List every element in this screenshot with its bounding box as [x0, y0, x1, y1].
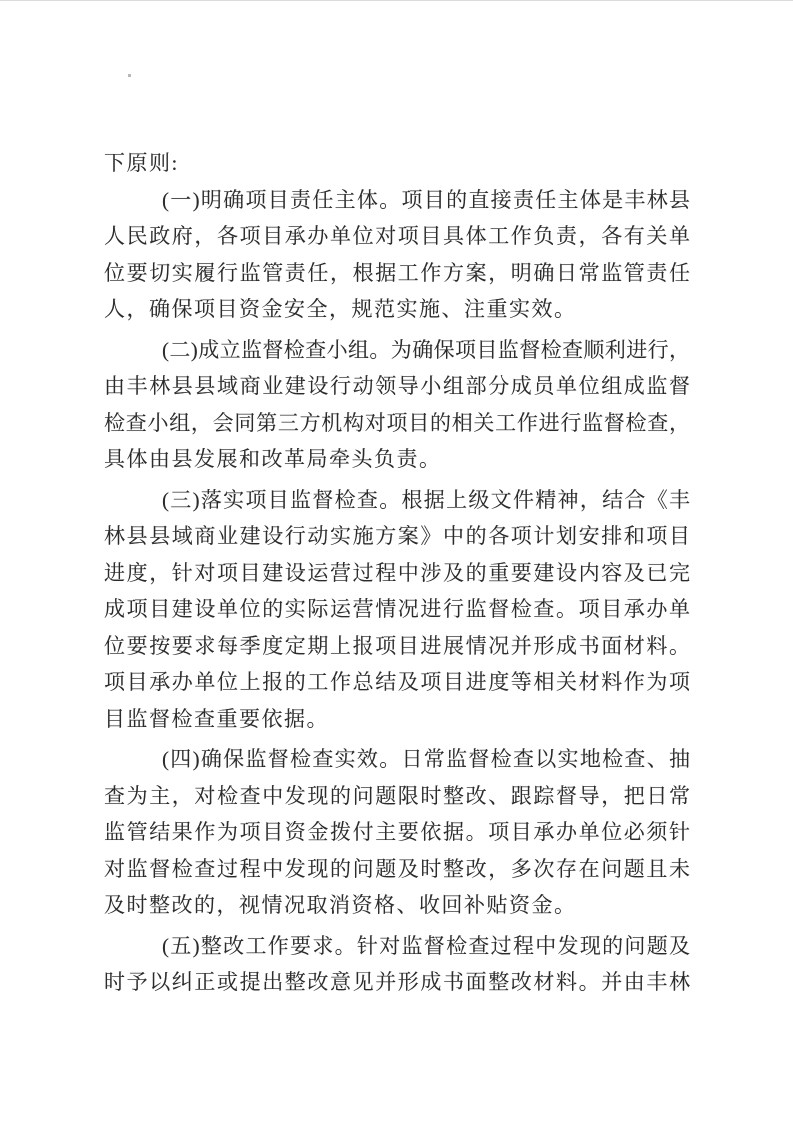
document-text-block [104, 145, 690, 1001]
paragraph [104, 332, 690, 478]
text-line: 查为主，对检查中发现的问题限时整改、跟踪督导，把日常 [104, 783, 690, 808]
text-line: (二)成立监督检查小组。为确保项目监督检查顺利进行， [162, 337, 690, 362]
scan-edge-artifact [0, 0, 793, 1]
text-line: (一)明确项目责任主体。项目的直接责任主体是丰林县 [162, 187, 690, 212]
paragraph [104, 741, 690, 924]
paragraph [104, 928, 690, 1001]
paragraph [104, 182, 690, 328]
text-line: (四)确保监督检查实效。日常监督检查以实地检查、抽 [162, 747, 690, 771]
text-line: 人，确保项目资金安全，规范实施、注重实效。 [104, 297, 577, 321]
text-line: 位要切实履行监管责任，根据工作方案，明确日常监管责任 [104, 260, 690, 285]
text-line: 监管结果作为项目资金拨付主要依据。项目承办单位必须针 [104, 820, 690, 844]
text-line: 项目承办单位上报的工作总结及项目进度等相关材料作为项 [104, 670, 690, 694]
scan-speck-artifact [128, 74, 131, 77]
text-line: 时予以纠正或提出整改意见并形成书面整改材料。并由丰林 [104, 970, 690, 994]
text-line: 目监督检查重要依据。 [104, 706, 329, 731]
text-line: 人民政府，各项目承办单位对项目具体工作负责，各有关单 [104, 224, 690, 248]
text-line: 检查小组，会同第三方机构对项目的相关工作进行监督检查， [104, 410, 690, 435]
text-line: 成项目建设单位的实际运营情况进行监督检查。项目承办单 [104, 597, 690, 621]
paragraph-list [104, 182, 690, 1001]
text-line: (三)落实项目监督检查。根据上级文件精神，结合《丰 [162, 487, 690, 512]
text-line: 林县县域商业建设行动实施方案》中的各项计划安排和项目 [104, 524, 690, 548]
paragraph [104, 482, 690, 738]
text-line: (五)整改工作要求。针对监督检查过程中发现的问题及 [162, 933, 690, 958]
text-line: 具体由县发展和改革局牵头负责。 [104, 447, 442, 471]
text-line: 及时整改的，视情况取消资格、收回补贴资金。 [104, 893, 577, 917]
text-line: 对监督检查过程中发现的问题及时整改，多次存在问题且未 [104, 856, 690, 881]
text-line: 进度，针对项目建设运营过程中涉及的重要建设内容及已完 [104, 560, 690, 585]
text-line: 由丰林县县域商业建设行动领导小组部分成员单位组成监督 [104, 374, 690, 398]
text-line: 位要按要求每季度定期上报项目进展情况并形成书面材料。 [104, 633, 690, 658]
continuation-line: 下原则: [104, 151, 179, 175]
